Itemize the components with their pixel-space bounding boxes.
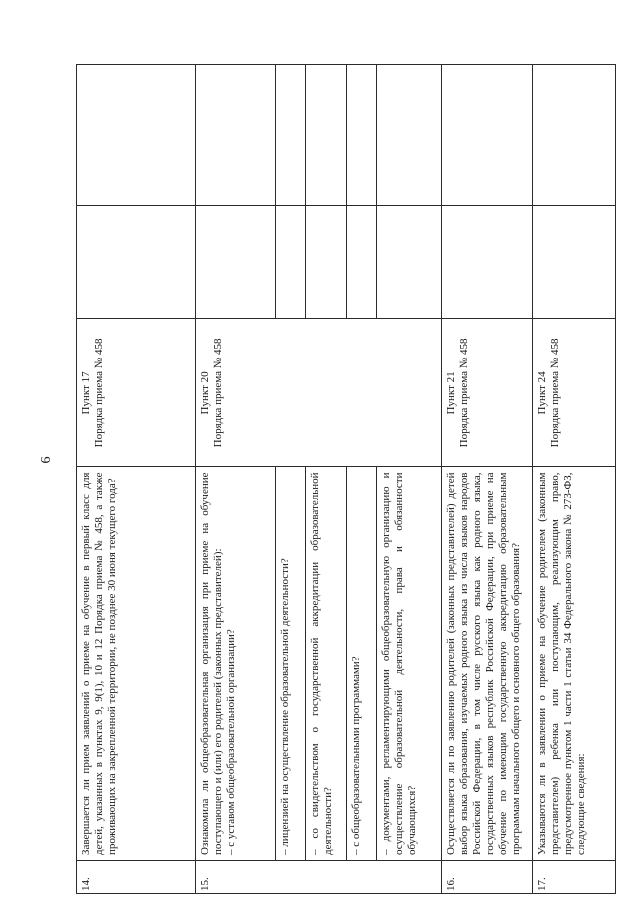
note-cell — [533, 65, 616, 206]
table-row — [196, 65, 276, 894]
question-text: Завершается ли прием заявлений о приеме на обучение в первый класс для детей, указанных в пунктах 9, 9(1), 10 и 12 Порядка приема № 458, а также проживающих на закрепленной территории, не позднее 30 июня текущего года? — [77, 467, 196, 860]
reference-document: Порядка приема № 458 — [458, 338, 470, 448]
note-cell — [306, 65, 347, 206]
checklist-sheet — [76, 64, 587, 894]
table-row — [77, 65, 196, 894]
note-cell — [377, 65, 442, 206]
answer-cell — [533, 206, 616, 319]
table-row — [377, 65, 442, 894]
note-cell — [276, 65, 306, 206]
reference-document: Порядка приема № 458 — [93, 338, 105, 448]
reference-point: Пункт 17 — [80, 371, 92, 415]
legal-reference — [77, 319, 196, 467]
reference-point: Пункт 24 — [536, 371, 548, 415]
question-subitem: – лицензией на осуществление образовательной деятельности? — [276, 467, 306, 860]
table-row — [533, 65, 616, 894]
legal-reference — [196, 319, 442, 467]
answer-cell — [276, 206, 306, 319]
table-row — [347, 65, 377, 894]
question-subitem: – со свидетельством о государственной аккредитации образовательной деятельности? — [306, 467, 347, 860]
answer-cell — [196, 206, 276, 319]
checklist-table — [76, 64, 616, 894]
row-number: 17. — [533, 860, 616, 893]
note-cell — [347, 65, 377, 206]
legal-reference — [442, 319, 533, 467]
row-number: 14. — [77, 860, 196, 893]
answer-cell — [77, 206, 196, 319]
question-text: Указываются ли в заявлении о приеме на обучение родителем (законным представителем) ребенка или поступающим, реализующим право, предусмотренное пунктом 1 части 1 статьи 34 Федерального закона № 273-ФЗ, следующие сведения: — [533, 467, 616, 860]
row-number: 15. — [196, 860, 442, 893]
note-cell — [77, 65, 196, 206]
reference-point: Пункт 21 — [445, 371, 457, 415]
answer-cell — [377, 206, 442, 319]
reference-point: Пункт 20 — [199, 371, 211, 415]
question-text: Ознакомила ли общеобразовательная организация при приеме на обучение поступающего и (или) его родителей (законных представителей): – с уставом общеобразовательной организации? — [196, 467, 276, 860]
table-row — [442, 65, 533, 894]
question-subitem: – с общеобразовательными программами? — [347, 467, 377, 860]
note-cell — [442, 65, 533, 206]
question-subitem: – документами, регламентирующими общеобразовательную организацию и осуществление образовательной деятельности, права и обязанности обучающихся? — [377, 467, 442, 860]
table-row — [276, 65, 306, 894]
page-number: 6 — [39, 456, 54, 464]
reference-document: Порядка приема № 458 — [212, 338, 224, 448]
table-row — [306, 65, 347, 894]
answer-cell — [347, 206, 377, 319]
reference-document: Порядка приема № 458 — [549, 338, 561, 448]
answer-cell — [306, 206, 347, 319]
row-number: 16. — [442, 860, 533, 893]
answer-cell — [442, 206, 533, 319]
question-text: Осуществляется ли по заявлению родителей (законных представителей) детей выбор языка образования, изучаемых родного языка из числа языков народов Российской Федерации, в том числе русского языка как родного языка, государственных языков республик Российской Федерации, при приеме на обучение по имеющим государственную аккредитацию образовательным программам начального общего и основного общего образования? — [442, 467, 533, 860]
legal-reference — [533, 319, 616, 467]
note-cell — [196, 65, 276, 206]
